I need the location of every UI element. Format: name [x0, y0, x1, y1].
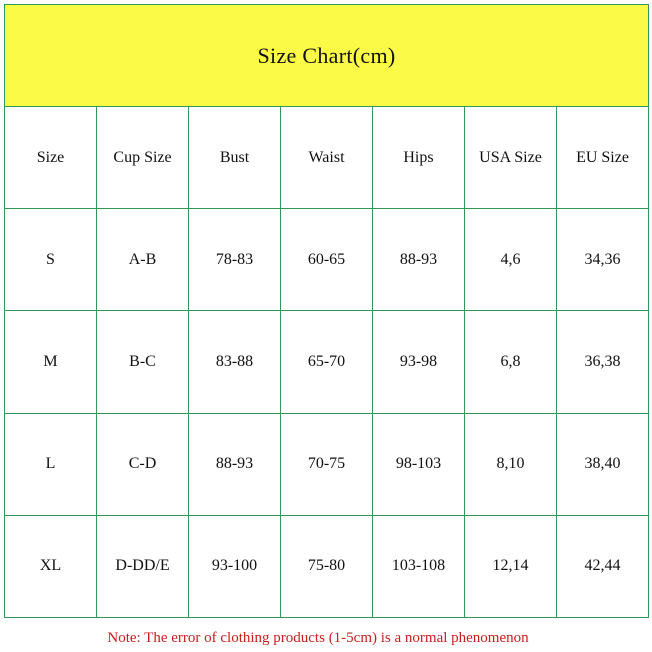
- cell-usa-size: 12,14: [465, 515, 557, 617]
- cell-cup-size: A-B: [97, 209, 189, 311]
- cell-bust: 93-100: [189, 515, 281, 617]
- cell-cup-size: C-D: [97, 413, 189, 515]
- cell-cup-size: D-DD/E: [97, 515, 189, 617]
- table-row: [5, 209, 649, 311]
- cell-waist: 60-65: [281, 209, 373, 311]
- cell-size: M: [5, 311, 97, 413]
- cell-bust: 78-83: [189, 209, 281, 311]
- header-bust: Bust: [189, 107, 281, 209]
- cell-cup-size: B-C: [97, 311, 189, 413]
- cell-usa-size: 6,8: [465, 311, 557, 413]
- cell-waist: 65-70: [281, 311, 373, 413]
- cell-usa-size: 4,6: [465, 209, 557, 311]
- title-row: [5, 5, 649, 107]
- cell-eu-size: 36,38: [557, 311, 649, 413]
- header-size: Size: [5, 107, 97, 209]
- measurement-note: Note: The error of clothing products (1-5cm) is a normal phenomenon: [107, 630, 529, 646]
- chart-title: Size Chart(cm): [5, 5, 649, 107]
- table-row: [5, 311, 649, 413]
- cell-waist: 75-80: [281, 515, 373, 617]
- cell-bust: 88-93: [189, 413, 281, 515]
- header-waist: Waist: [281, 107, 373, 209]
- cell-bust: 83-88: [189, 311, 281, 413]
- header-eu-size: EU Size: [557, 107, 649, 209]
- table-row: [5, 515, 649, 617]
- cell-hips: 93-98: [373, 311, 465, 413]
- size-chart-table: [4, 4, 649, 618]
- header-usa-size: USA Size: [465, 107, 557, 209]
- cell-hips: 98-103: [373, 413, 465, 515]
- cell-hips: 88-93: [373, 209, 465, 311]
- cell-size: L: [5, 413, 97, 515]
- cell-eu-size: 42,44: [557, 515, 649, 617]
- cell-size: S: [5, 209, 97, 311]
- cell-size: XL: [5, 515, 97, 617]
- cell-hips: 103-108: [373, 515, 465, 617]
- header-hips: Hips: [373, 107, 465, 209]
- cell-waist: 70-75: [281, 413, 373, 515]
- header-row: [5, 107, 649, 209]
- table-row: [5, 413, 649, 515]
- cell-eu-size: 38,40: [557, 413, 649, 515]
- cell-eu-size: 34,36: [557, 209, 649, 311]
- cell-usa-size: 8,10: [465, 413, 557, 515]
- header-cup-size: Cup Size: [97, 107, 189, 209]
